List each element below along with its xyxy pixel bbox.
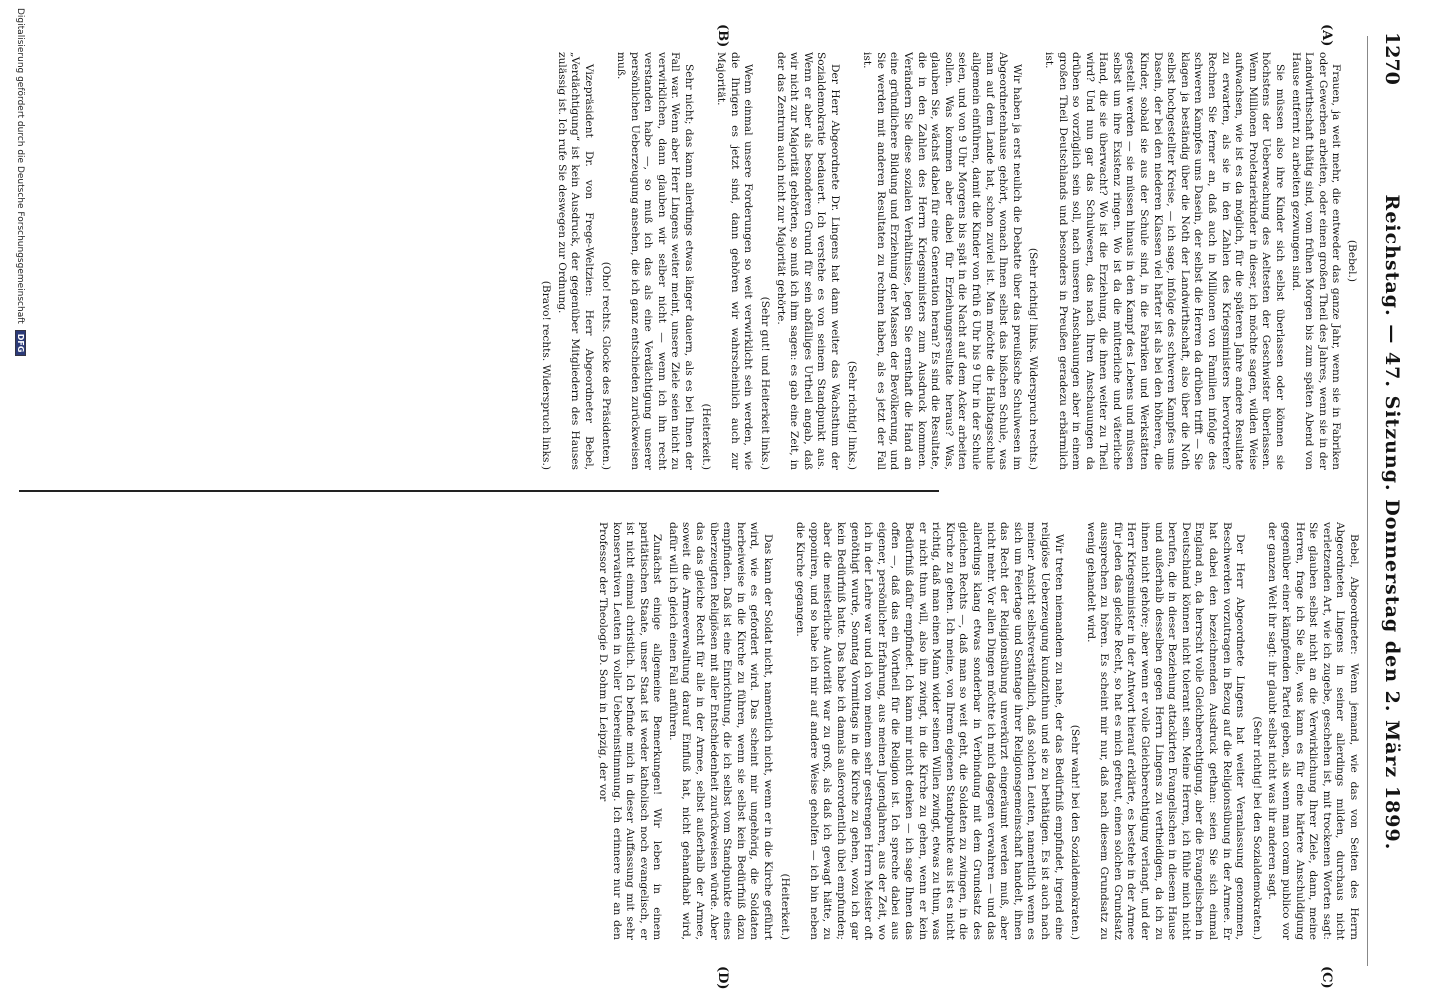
paragraph: Wenn einmal unsere Forderungen so weit verwirklicht sein werden, wie die Ihrigen es jetzt sind, dann gehören wir wahrscheinlich auch zur Majorität. — [715, 52, 755, 470]
interjection: (Sehr richtig! links. Widerspruch rechts.) — [1027, 247, 1040, 470]
left-column — [40, 52, 1360, 470]
credit-text: Digitalisierung gefördert durch die Deutsche Forschungsgemeinschaft — [15, 8, 26, 324]
interjection: (Sehr richtig! bei den Sozialdemokraten.) — [1250, 716, 1263, 940]
right-column — [40, 522, 1360, 940]
interjection: (Bravo! rechts. Widerspruch links.) — [540, 280, 553, 470]
paragraph: Sehr nicht; das kann allerdings etwas länger dauern, als es bei Ihnen der Fall war. Wenn aber Herr Lingens weiter meint, unsere Ziele seien nicht zu verwirklichen, dann glauben wir selber nicht — wenn ich ihn recht verstanden habe —, so muß ich das als eine Verdächtigung unserer persönlichen Ueberzeugung ansehen, die ich ganz entschieden zurückweisen muß. — [615, 52, 696, 470]
paragraph: Wir treten niemandem zu nahe, der das Bedürfniß empfindet, irgend eine religiöse Ueberzeugung kundzuthun und sie zu bethätigen. Es ist auch nach meiner Ansicht selbstverständlich, daß solchen Leuten, namentlich wenn es sich um Feiertage und Sonntage ihrer Religionsgemeinschaft handelt, ihnen das Recht der Religionsübung unverkürzt eingeräumt werden muß, aber nicht mehr. Vor allen Dingen möchte ich mich dagegen verwahren — und das allerdings klang etwas sonderbar in Verbindung mit dem Grundsatz des gleichen Rechts —, daß man so weit geht, die Soldaten zu zwingen, in die Kirche zu gehen. Ich meine, von Ihrem eigenen Standpunkte aus ist es nicht richtig, daß man einen Mann wider seinen Willen zwingt, etwas zu thun, was er nicht thun will, also ihn zwingt, in die Kirche zu gehen, wenn er kein Bedürfniß dafür empfindet. Ich kann mir nicht denken — ich sage Ihnen das offen —, daß das ein Vortheil für die Religion ist. Ich spreche dabei aus eigener, persönlicher Erfahrung, aus meinen Jugendjahren, aus der Zeit, wo ich in der Lehre war und ich von meinem sehr gestrengen Herrn Meister oft genöthigt wurde, Sonntag Vormittags in die Kirche zu gehen, wozu ich gar kein Bedürfniß hatte. Das habe ich damals außerordentlich übel empfunden; aber die meisterliche Autorität war zu groß, als daß ich gewagt hätte, zu opponiren, und so habe ich mir auf andere Weise geholfen — ich bin neben die Kirche gegangen. — [794, 522, 1065, 940]
page-header — [1372, 0, 1412, 1000]
speaker-ref: (Bebel.) — [1346, 239, 1358, 283]
dfg-logo: DFG — [15, 330, 26, 357]
page-number: 1270 — [1381, 32, 1403, 85]
paragraph: Vizepräsident Dr. von Frege-Weltzien: Herr Abgeordneter Bebel, „Verdächtigung“ ist kein Ausdruck, der gegenüber Mitgliedern des Hauses zulässig ist. Ich rufe Sie deswegen zur Ordnung. — [555, 52, 595, 470]
column-rule — [19, 490, 939, 492]
interjection: (Heiterkeit.) — [699, 403, 712, 470]
paragraph: Wir haben ja erst neulich die Debatte über das preußische Schulwesen im Abgeordnetenhause gehört, wonach Ihnen selbst das bißchen Schule, was man auf dem Lande hat, schon zuviel ist. Man möchte die Halbtagsschule allgemein einführen, damit die Kinder von früh 6 Uhr bis 9 Uhr in der Schule seien, und von 9 Uhr Morgens bis spät in die Nacht auf dem Acker arbeiten sollen. Was kommen aber dabei für Erziehungsresultate heraus? Was, glauben Sie, wächst dabei für eine Generation heran? Es sind die Resultate, die in den Zahlen des Herrn Kriegsministers zum Ausdruck kommen. Verändern Sie diese sozialen Verhältnisse, legen Sie ernsthaft die Hand an eine gründlichere Bildung und Erziehung der Massen der Bevölkerung, und Sie werden mit anderen Resultaten zu rechnen haben, als es jetzt der Fall ist. — [861, 52, 1023, 470]
interjection: (Sehr richtig! links.) — [845, 360, 858, 470]
paragraph: Der Herr Abgeordnete Lingens hat weiter Veranlassung genommen, Beschwerden vorzutragen in Bezug auf die Religionsübung in der Armee. Er hat dabei den bezeichnenden Ausdruck gethan: seien Sie sich einmal England an, da herrscht volle Gleichberechtigung, aber die Evangelischen in Deutschland können nicht tolerant sein. Meine Herren, ich fühle mich nicht berufen, die in dieser Beziehung attackirten Evangelischen in diesem Hause und außerhalb desselben gegen Herrn Lingens zu vertheidigen, da ich zu ihnen nicht gehöre; aber wenn er volle Gleichberechtigung verlangt, und der Herr Kriegsminister in der Antwort hierauf erklärte, es bestehe in der Armee für jeden das gleiche Recht, so hat es mich gefreut, einen solchen Grundsatz aussprechen zu hören. Es scheint mir nur, daß nach diesem Grundsatz zu wenig gehandelt wird. — [1084, 522, 1247, 940]
marker-a: (A) — [1319, 24, 1334, 47]
marker-b: (B) — [715, 24, 730, 48]
paragraph: Frauen, ja weit mehr, die entweder das ganze Jahr, wenn sie in Fabriken oder Gewerben arbeiten, oder einen großen Theil des Jahres, wenn sie in der Landwirthschaft thätig sind, vom frühen Morgen bis zum späten Abend von Hause entfernt zu arbeiten gezwungen sind. — [1289, 52, 1343, 470]
interjection: (Sehr wahr! bei den Sozialdemokraten.) — [1069, 724, 1082, 940]
paragraph: Zunächst einige allgemeine Bemerkungen! Wir leben in einem paritätischen Staate, unser Staat ist weder katholisch noch evangelisch, er ist nicht einmal christlich. Ich befinde mich in dieser Auffassung mit sehr konservativen Leuten in voller Uebereinstimmung. Ich erinnere nur an den Professor der Theologie D. Sohm in Leipzig, der vor — [596, 522, 664, 940]
interjection: (Oho! rechts. Glocke des Präsidenten.) — [599, 261, 612, 470]
paragraph: Sie müssen also ihre Kinder sich selbst überlassen oder können sie höchstens der Ueberwachung des Aeltesten der Geschwister überlassen. Wenn Millionen Proletarierkinder in dieser, ich möchte sagen, wilden Weise aufwachsen, wie ist es da möglich, für die späteren Jahre andere Resultate zu erwarten, als sie in den Zahlen des Kriegsministers hervortreten? Rechnen Sie ferner an, daß auch in Millionen von Familien infolge des schweren Kampfes ums Dasein, der selbst die Herren da drüben trifft — Sie klagen ja beständig über die Noth der Landwirthschaft, also über die Noth selbst hochgestellter Kreise, — ich sage, infolge des schweren Kampfes ums Dasein, der bei den niederen Klassen viel härter ist als bei den höheren, die Kinder, sobald sie aus der Schule sind, in die Fabriken und Werkstätten gestellt werden — sie müssen hinaus in den Kampf des Lebens und müssen selbst um ihre Existenz ringen. Wo ist da die mütterliche und väterliche Hand, die sie überwacht? Wo ist die Erziehung, die ihnen weiter zu Theil wird? Und nun gar das Schulwesen, das nach Ihren Anschauungen da drüben so vorzüglich sein soll, nach unseren Anschauungen aber in einem großen Theil Deutschlands und besonders in Preußen geradezu erbärmlich ist. — [1042, 52, 1287, 470]
paragraph: Das kann der Soldat nicht, namentlich nicht, wenn er in die Kirche geführt wird, wie es gefordert wird. Das scheint mir ungehörig, die Soldaten herbeiweise in die Kirche zu führen, wenn sie selbst kein Bedürfniß dazu empfinden. Daß ist eine Einrichtung, die ich selbst vom Standpunkte eines überzeugten Religiösen mit aller Entschiedenheit zurückweisen würde. Aber das das gleiche Recht für alle in der Armee, selbst außerhalb der Armee, soweit die Armeeverwaltung darauf Einfluß hat, nicht gehandhabt wird, dafür will ich gleich einen Fall anführen. — [666, 522, 775, 940]
paragraph: Der Herr Abgeordnete Dr. Lingens hat dann weiter das Wachsthum der Sozialdemokratie bedauert. Ich verstehe es von seinem Standpunkt aus. Wenn er aber als besonderen Grund für sein abfälliges Urtheil angab, daß wir nicht zur Majorität gehörten, so muß ich ihm sagen: es gab eine Zeit, in der das Zentrum auch nicht zur Majorität gehörte. — [774, 52, 842, 470]
marker-c: (C) — [1319, 966, 1334, 989]
interjection: (Heiterkeit.) — [778, 873, 791, 940]
interjection: (Sehr gut! und Heiterkeit links.) — [759, 296, 772, 470]
running-head: Reichstag. — 47. Sitzung. Donnerstag den 2. März 1899. — [1381, 194, 1403, 851]
paragraph: Bebel, Abgeordneter: Wenn jemand, wie das von Seiten des Herrn Abgeordneten Lingens in seiner allerdings milden, durchaus nicht verletzenden Art, wie ich zugebe, geschehen ist, mit trockenen Worten sagt: Sie glauben selbst nicht an die Verwirklichung Ihrer Ziele, dann, meine Herren, frage ich Sie alle, was kann es für eine härtere Anschuldigung gegenüber einer kämpfenden Partei geben, als wenn man coram publico vor der ganzen Welt ihr sagt: ihr glaubt selbst nicht was ihr anderen sagt. — [1266, 522, 1360, 940]
marker-d: (D) — [715, 966, 730, 990]
header-rule — [1367, 36, 1368, 966]
digitization-credit — [15, 0, 26, 1008]
